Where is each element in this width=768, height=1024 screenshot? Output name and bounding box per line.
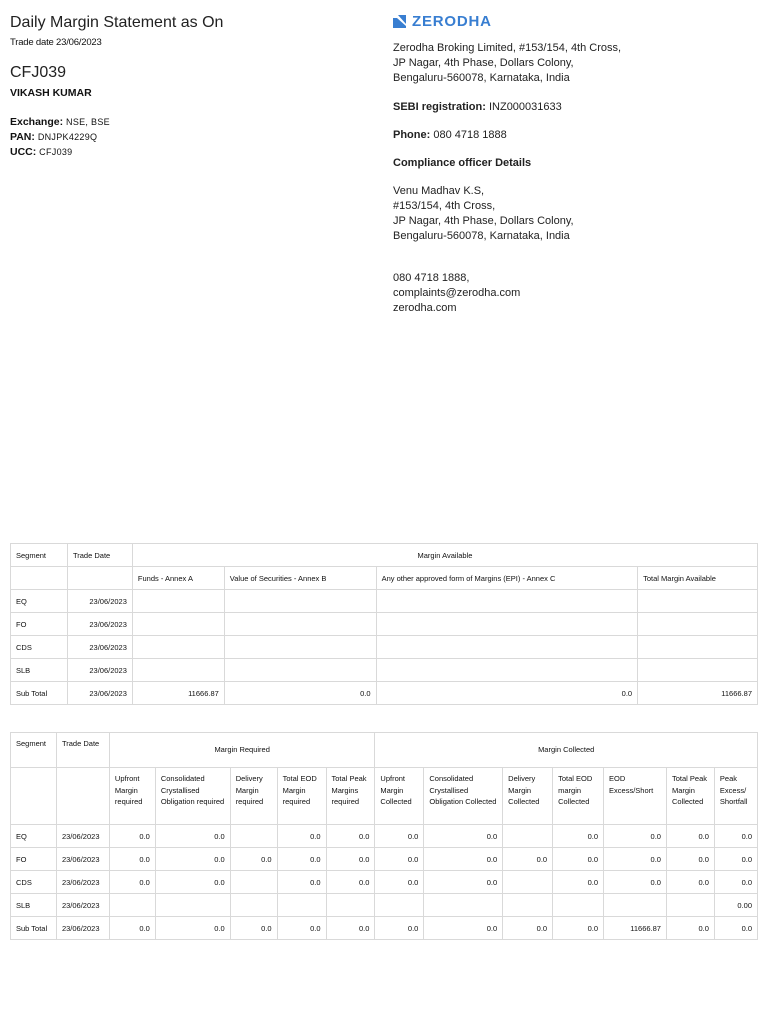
total-available-cell bbox=[638, 636, 758, 659]
eod-excess-short-cell: 0.0 bbox=[604, 871, 667, 894]
trade-date-line: Trade date 23/06/2023 bbox=[10, 37, 102, 48]
table-row bbox=[11, 682, 758, 705]
client-name: VIKASH KUMAR bbox=[10, 87, 92, 99]
peak-collected-cell: 0.0 bbox=[666, 871, 714, 894]
eod-collected-cell: 0.0 bbox=[553, 917, 604, 940]
col-funds: Funds - Annex A bbox=[132, 567, 224, 590]
epi-cell: 0.0 bbox=[376, 682, 638, 705]
peak-collected-cell: 0.0 bbox=[666, 825, 714, 848]
crystallised-collected-cell: 0.0 bbox=[424, 825, 503, 848]
segment-cell: Sub Total bbox=[11, 682, 68, 705]
epi-cell bbox=[376, 590, 638, 613]
eod-required-cell bbox=[277, 894, 326, 917]
table-row bbox=[11, 848, 758, 871]
securities-cell bbox=[224, 636, 376, 659]
segment-cell: SLB bbox=[11, 894, 57, 917]
client-info bbox=[10, 115, 370, 160]
upfront-required-cell: 0.0 bbox=[109, 848, 155, 871]
statement-header bbox=[10, 13, 370, 160]
eod-collected-cell: 0.0 bbox=[553, 871, 604, 894]
total-available-cell bbox=[638, 659, 758, 682]
table-row bbox=[11, 894, 758, 917]
trade-date-cell: 23/06/2023 bbox=[67, 636, 132, 659]
exchange-line: Exchange: NSE, BSE bbox=[10, 116, 110, 128]
pan-value: DNJPK4229Q bbox=[37, 132, 98, 142]
eod-required-cell: 0.0 bbox=[277, 871, 326, 894]
col-securities: Value of Securities - Annex B bbox=[224, 567, 376, 590]
zerodha-logo bbox=[393, 12, 753, 30]
zerodha-logo-icon bbox=[393, 15, 406, 28]
funds-cell bbox=[132, 590, 224, 613]
crystallised-collected-cell bbox=[424, 894, 503, 917]
crystallised-required-cell: 0.0 bbox=[155, 848, 230, 871]
broker-address: Zerodha Broking Limited, #153/154, 4th Cross, JP Nagar, 4th Phase, Dollars Colony, Bengaluru-560078, Karnataka, India bbox=[393, 42, 622, 84]
peak-collected-cell: 0.0 bbox=[666, 848, 714, 871]
group-margin-collected: Margin Collected bbox=[375, 733, 758, 768]
total-available-cell: 11666.87 bbox=[638, 682, 758, 705]
securities-cell bbox=[224, 590, 376, 613]
col-eod-excess-short: EOD Excess/Short bbox=[604, 768, 667, 825]
ucc-value: CFJ039 bbox=[39, 147, 73, 157]
epi-cell bbox=[376, 613, 638, 636]
total-available-cell bbox=[638, 590, 758, 613]
upfront-required-cell: 0.0 bbox=[109, 917, 155, 940]
col-epi: Any other approved form of Margins (EPI) - Annex C bbox=[376, 567, 638, 590]
upfront-collected-cell: 0.0 bbox=[375, 825, 424, 848]
peak-required-cell bbox=[326, 894, 375, 917]
table-row bbox=[11, 871, 758, 894]
trade-date-cell: 23/06/2023 bbox=[56, 917, 109, 940]
table-subheader-row bbox=[11, 567, 758, 590]
exchange-value: NSE, BSE bbox=[66, 117, 110, 127]
delivery-collected-cell bbox=[503, 871, 553, 894]
col-delivery-collected: Delivery Margin Collected bbox=[503, 768, 553, 825]
compliance-contact bbox=[393, 271, 753, 316]
segment-cell: CDS bbox=[11, 871, 57, 894]
upfront-collected-cell bbox=[375, 894, 424, 917]
col-peak-excess-shortfall: Peak Excess/ Shortfall bbox=[714, 768, 757, 825]
upfront-required-cell: 0.0 bbox=[109, 825, 155, 848]
delivery-required-cell: 0.0 bbox=[230, 848, 277, 871]
table-row bbox=[11, 590, 758, 613]
crystallised-collected-cell: 0.0 bbox=[424, 917, 503, 940]
trade-date-cell: 23/06/2023 bbox=[56, 825, 109, 848]
total-available-cell bbox=[638, 613, 758, 636]
col-delivery-required: Delivery Margin required bbox=[230, 768, 277, 825]
table-header-row bbox=[11, 733, 758, 768]
delivery-collected-cell: 0.0 bbox=[503, 917, 553, 940]
broker-phone: Phone: 080 4718 1888 bbox=[393, 129, 507, 141]
upfront-required-cell: 0.0 bbox=[109, 871, 155, 894]
col-peak-required: Total Peak Margins required bbox=[326, 768, 375, 825]
trade-date-cell: 23/06/2023 bbox=[56, 848, 109, 871]
delivery-collected-cell bbox=[503, 825, 553, 848]
crystallised-required-cell: 0.0 bbox=[155, 825, 230, 848]
segment-cell: EQ bbox=[11, 825, 57, 848]
trade-date-cell: 23/06/2023 bbox=[67, 659, 132, 682]
securities-cell bbox=[224, 659, 376, 682]
peak-excess-shortfall-cell: 0.0 bbox=[714, 917, 757, 940]
eod-collected-cell: 0.0 bbox=[553, 848, 604, 871]
delivery-required-cell bbox=[230, 894, 277, 917]
peak-required-cell: 0.0 bbox=[326, 917, 375, 940]
trade-date-cell: 23/06/2023 bbox=[56, 871, 109, 894]
segment-cell: EQ bbox=[11, 590, 68, 613]
eod-excess-short-cell bbox=[604, 894, 667, 917]
page-title: Daily Margin Statement as On bbox=[10, 14, 224, 31]
table-row bbox=[11, 659, 758, 682]
col-upfront-required: Upfront Margin required bbox=[109, 768, 155, 825]
eod-excess-short-cell: 11666.87 bbox=[604, 917, 667, 940]
contact-website: zerodha.com bbox=[393, 302, 457, 314]
trade-date-cell: 23/06/2023 bbox=[67, 682, 132, 705]
eod-collected-cell bbox=[553, 894, 604, 917]
col-trade-date: Trade Date bbox=[56, 733, 109, 768]
funds-cell bbox=[132, 636, 224, 659]
delivery-required-cell bbox=[230, 871, 277, 894]
compliance-title: Compliance officer Details bbox=[393, 157, 532, 169]
table-header-row bbox=[11, 544, 758, 567]
contact-email: complaints@zerodha.com bbox=[393, 287, 521, 299]
group-margin-required: Margin Required bbox=[109, 733, 375, 768]
delivery-collected-cell bbox=[503, 894, 553, 917]
col-eod-collected: Total EOD margin Collected bbox=[553, 768, 604, 825]
peak-excess-shortfall-cell: 0.0 bbox=[714, 825, 757, 848]
eod-excess-short-cell: 0.0 bbox=[604, 825, 667, 848]
peak-collected-cell bbox=[666, 894, 714, 917]
group-margin-available: Margin Available bbox=[132, 544, 757, 567]
crystallised-required-cell: 0.0 bbox=[155, 917, 230, 940]
col-crystallised-collected: Consolidated Crystallised Obligation Collected bbox=[424, 768, 503, 825]
table-subheader-row bbox=[11, 768, 758, 825]
crystallised-collected-cell: 0.0 bbox=[424, 848, 503, 871]
crystallised-collected-cell: 0.0 bbox=[424, 871, 503, 894]
pan-line: PAN: DNJPK4229Q bbox=[10, 131, 98, 143]
col-segment: Segment bbox=[11, 733, 57, 768]
peak-excess-shortfall-cell: 0.0 bbox=[714, 871, 757, 894]
trade-date-cell: 23/06/2023 bbox=[56, 894, 109, 917]
segment-cell: SLB bbox=[11, 659, 68, 682]
table-row bbox=[11, 825, 758, 848]
funds-cell: 11666.87 bbox=[132, 682, 224, 705]
table-row bbox=[11, 636, 758, 659]
logo-text: ZERODHA bbox=[412, 12, 492, 30]
delivery-required-cell: 0.0 bbox=[230, 917, 277, 940]
segment-cell: Sub Total bbox=[11, 917, 57, 940]
col-segment: Segment bbox=[11, 544, 68, 567]
contact-phone: 080 4718 1888, bbox=[393, 272, 470, 284]
segment-cell: FO bbox=[11, 848, 57, 871]
col-eod-required: Total EOD Margin required bbox=[277, 768, 326, 825]
col-crystallised-required: Consolidated Crystallised Obligation required bbox=[155, 768, 230, 825]
peak-excess-shortfall-cell: 0.0 bbox=[714, 848, 757, 871]
peak-collected-cell: 0.0 bbox=[666, 917, 714, 940]
client-code: CFJ039 bbox=[10, 64, 67, 81]
crystallised-required-cell bbox=[155, 894, 230, 917]
peak-required-cell: 0.0 bbox=[326, 825, 375, 848]
col-upfront-collected: Upfront Margin Collected bbox=[375, 768, 424, 825]
funds-cell bbox=[132, 613, 224, 636]
table-row bbox=[11, 917, 758, 940]
upfront-collected-cell: 0.0 bbox=[375, 917, 424, 940]
col-total-available: Total Margin Available bbox=[638, 567, 758, 590]
epi-cell bbox=[376, 636, 638, 659]
upfront-required-cell bbox=[109, 894, 155, 917]
upfront-collected-cell: 0.0 bbox=[375, 848, 424, 871]
sebi-registration: SEBI registration: INZ000031633 bbox=[393, 101, 562, 113]
trade-date-cell: 23/06/2023 bbox=[67, 590, 132, 613]
delivery-collected-cell: 0.0 bbox=[503, 848, 553, 871]
col-peak-collected: Total Peak Margin Collected bbox=[666, 768, 714, 825]
peak-required-cell: 0.0 bbox=[326, 871, 375, 894]
ucc-line: UCC: CFJ039 bbox=[10, 146, 73, 158]
peak-required-cell: 0.0 bbox=[326, 848, 375, 871]
peak-excess-shortfall-cell: 0.00 bbox=[714, 894, 757, 917]
eod-collected-cell: 0.0 bbox=[553, 825, 604, 848]
upfront-collected-cell: 0.0 bbox=[375, 871, 424, 894]
segment-cell: CDS bbox=[11, 636, 68, 659]
compliance-officer: Venu Madhav K.S, #153/154, 4th Cross, JP Nagar, 4th Phase, Dollars Colony, Bengaluru-560078, Karnataka, India bbox=[393, 185, 574, 242]
eod-required-cell: 0.0 bbox=[277, 848, 326, 871]
securities-cell bbox=[224, 613, 376, 636]
eod-required-cell: 0.0 bbox=[277, 917, 326, 940]
funds-cell bbox=[132, 659, 224, 682]
margin-available-table bbox=[10, 543, 758, 705]
segment-cell: FO bbox=[11, 613, 68, 636]
securities-cell: 0.0 bbox=[224, 682, 376, 705]
crystallised-required-cell: 0.0 bbox=[155, 871, 230, 894]
eod-required-cell: 0.0 bbox=[277, 825, 326, 848]
epi-cell bbox=[376, 659, 638, 682]
broker-details bbox=[393, 12, 753, 316]
col-trade-date: Trade Date bbox=[67, 544, 132, 567]
table-row bbox=[11, 613, 758, 636]
trade-date-cell: 23/06/2023 bbox=[67, 613, 132, 636]
margin-required-collected-table bbox=[10, 732, 758, 940]
delivery-required-cell bbox=[230, 825, 277, 848]
eod-excess-short-cell: 0.0 bbox=[604, 848, 667, 871]
